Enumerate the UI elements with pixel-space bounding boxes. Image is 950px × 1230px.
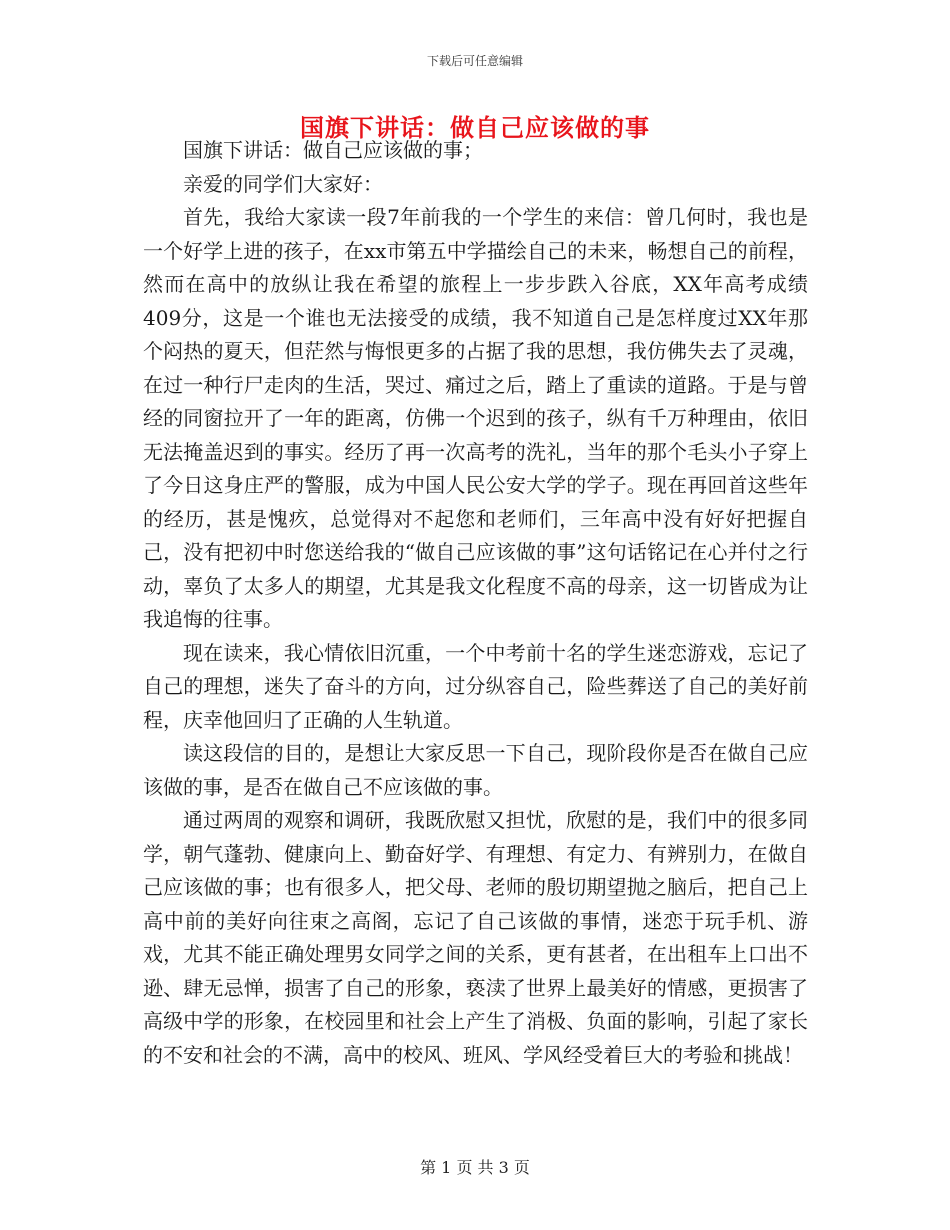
paragraph-reflection: 现在读来，我心情依旧沉重，一个中考前十名的学生迷恋游戏，忘记了自己的理想，迷失了奋斗的方向，过分纵容自己，险些葬送了自己的美好前程，庆幸他回归了正确的人生轨道。 xyxy=(143,640,808,732)
paragraph-letter: 首先，我给大家读一段7年前我的一个学生的来信：曾几何时，我也是一个好学上进的孩子，在xx市第五中学描绘自己的未来，畅想自己的前程，然而在高中的放纵让我在希望的旅程上一步步跌入谷底，XX年高考成绩409分，这是一个谁也无法接受的成绩，我不知道自己是怎样度过XX年那个闷热的夏天，但茫然与悔恨更多的占据了我的思想，我仿佛失去了灵魂，在过一种行尸走肉的生活，哭过、痛过之后，踏上了重读的道路。于是与曾经的同窗拉开了一年的距离，仿佛一个迟到的孩子，纵有千万种理由，依旧无法掩盖迟到的事实。经历了再一次高考的洗礼，当年的那个毛头小子穿上了今日这身庄严的警服，成为中国人民公安大学的学子。现在再回首这些年的经历，甚是愧疚，总觉得对不起您和老师们，三年高中没有好好把握自己，没有把初中时您送给我的“做自己应该做的事”这句话铭记在心并付之行动，辜负了太多人的期望，尤其是我文化程度不高的母亲，这一切皆成为让我追悔的往事。 xyxy=(143,205,808,631)
paragraph-greeting: 亲爱的同学们大家好： xyxy=(183,171,383,196)
paragraph-observation: 通过两周的观察和调研，我既欣慰又担忧，欣慰的是，我们中的很多同学，朝气蓬勃、健康向上、勤奋好学、有理想、有定力、有辨别力，在做自己应该做的事；也有很多人，把父母、老师的殷切期望抛之脑后，把自己上高中前的美好向往束之高阁，忘记了自己该做的事情，迷恋于玩手机、游戏，尤其不能正确处理男女同学之间的关系，更有甚者，在出租车上口出不逊、肆无忌惮，损害了自己的形象，亵渎了世界上最美好的情感，更损害了高级中学的形象，在校园里和社会上产生了消极、负面的影响，引起了家长的不安和社会的不满，高中的校风、班风、学风经受着巨大的考验和挑战！ xyxy=(143,808,808,1067)
paragraph-purpose: 读这段信的目的，是想让大家反思一下自己，现阶段你是否在做自己应该做的事，是否在做自己不应该做的事。 xyxy=(143,741,808,799)
page-number: 第 1 页 共 3 页 xyxy=(420,1158,530,1177)
document-title: 国旗下讲话：做自己应该做的事 xyxy=(300,113,650,142)
document-body xyxy=(143,134,808,1072)
page-header-note: 下载后可任意编辑 xyxy=(426,54,523,68)
paragraph-subtitle: 国旗下讲话：做自己应该做的事； xyxy=(183,138,483,162)
